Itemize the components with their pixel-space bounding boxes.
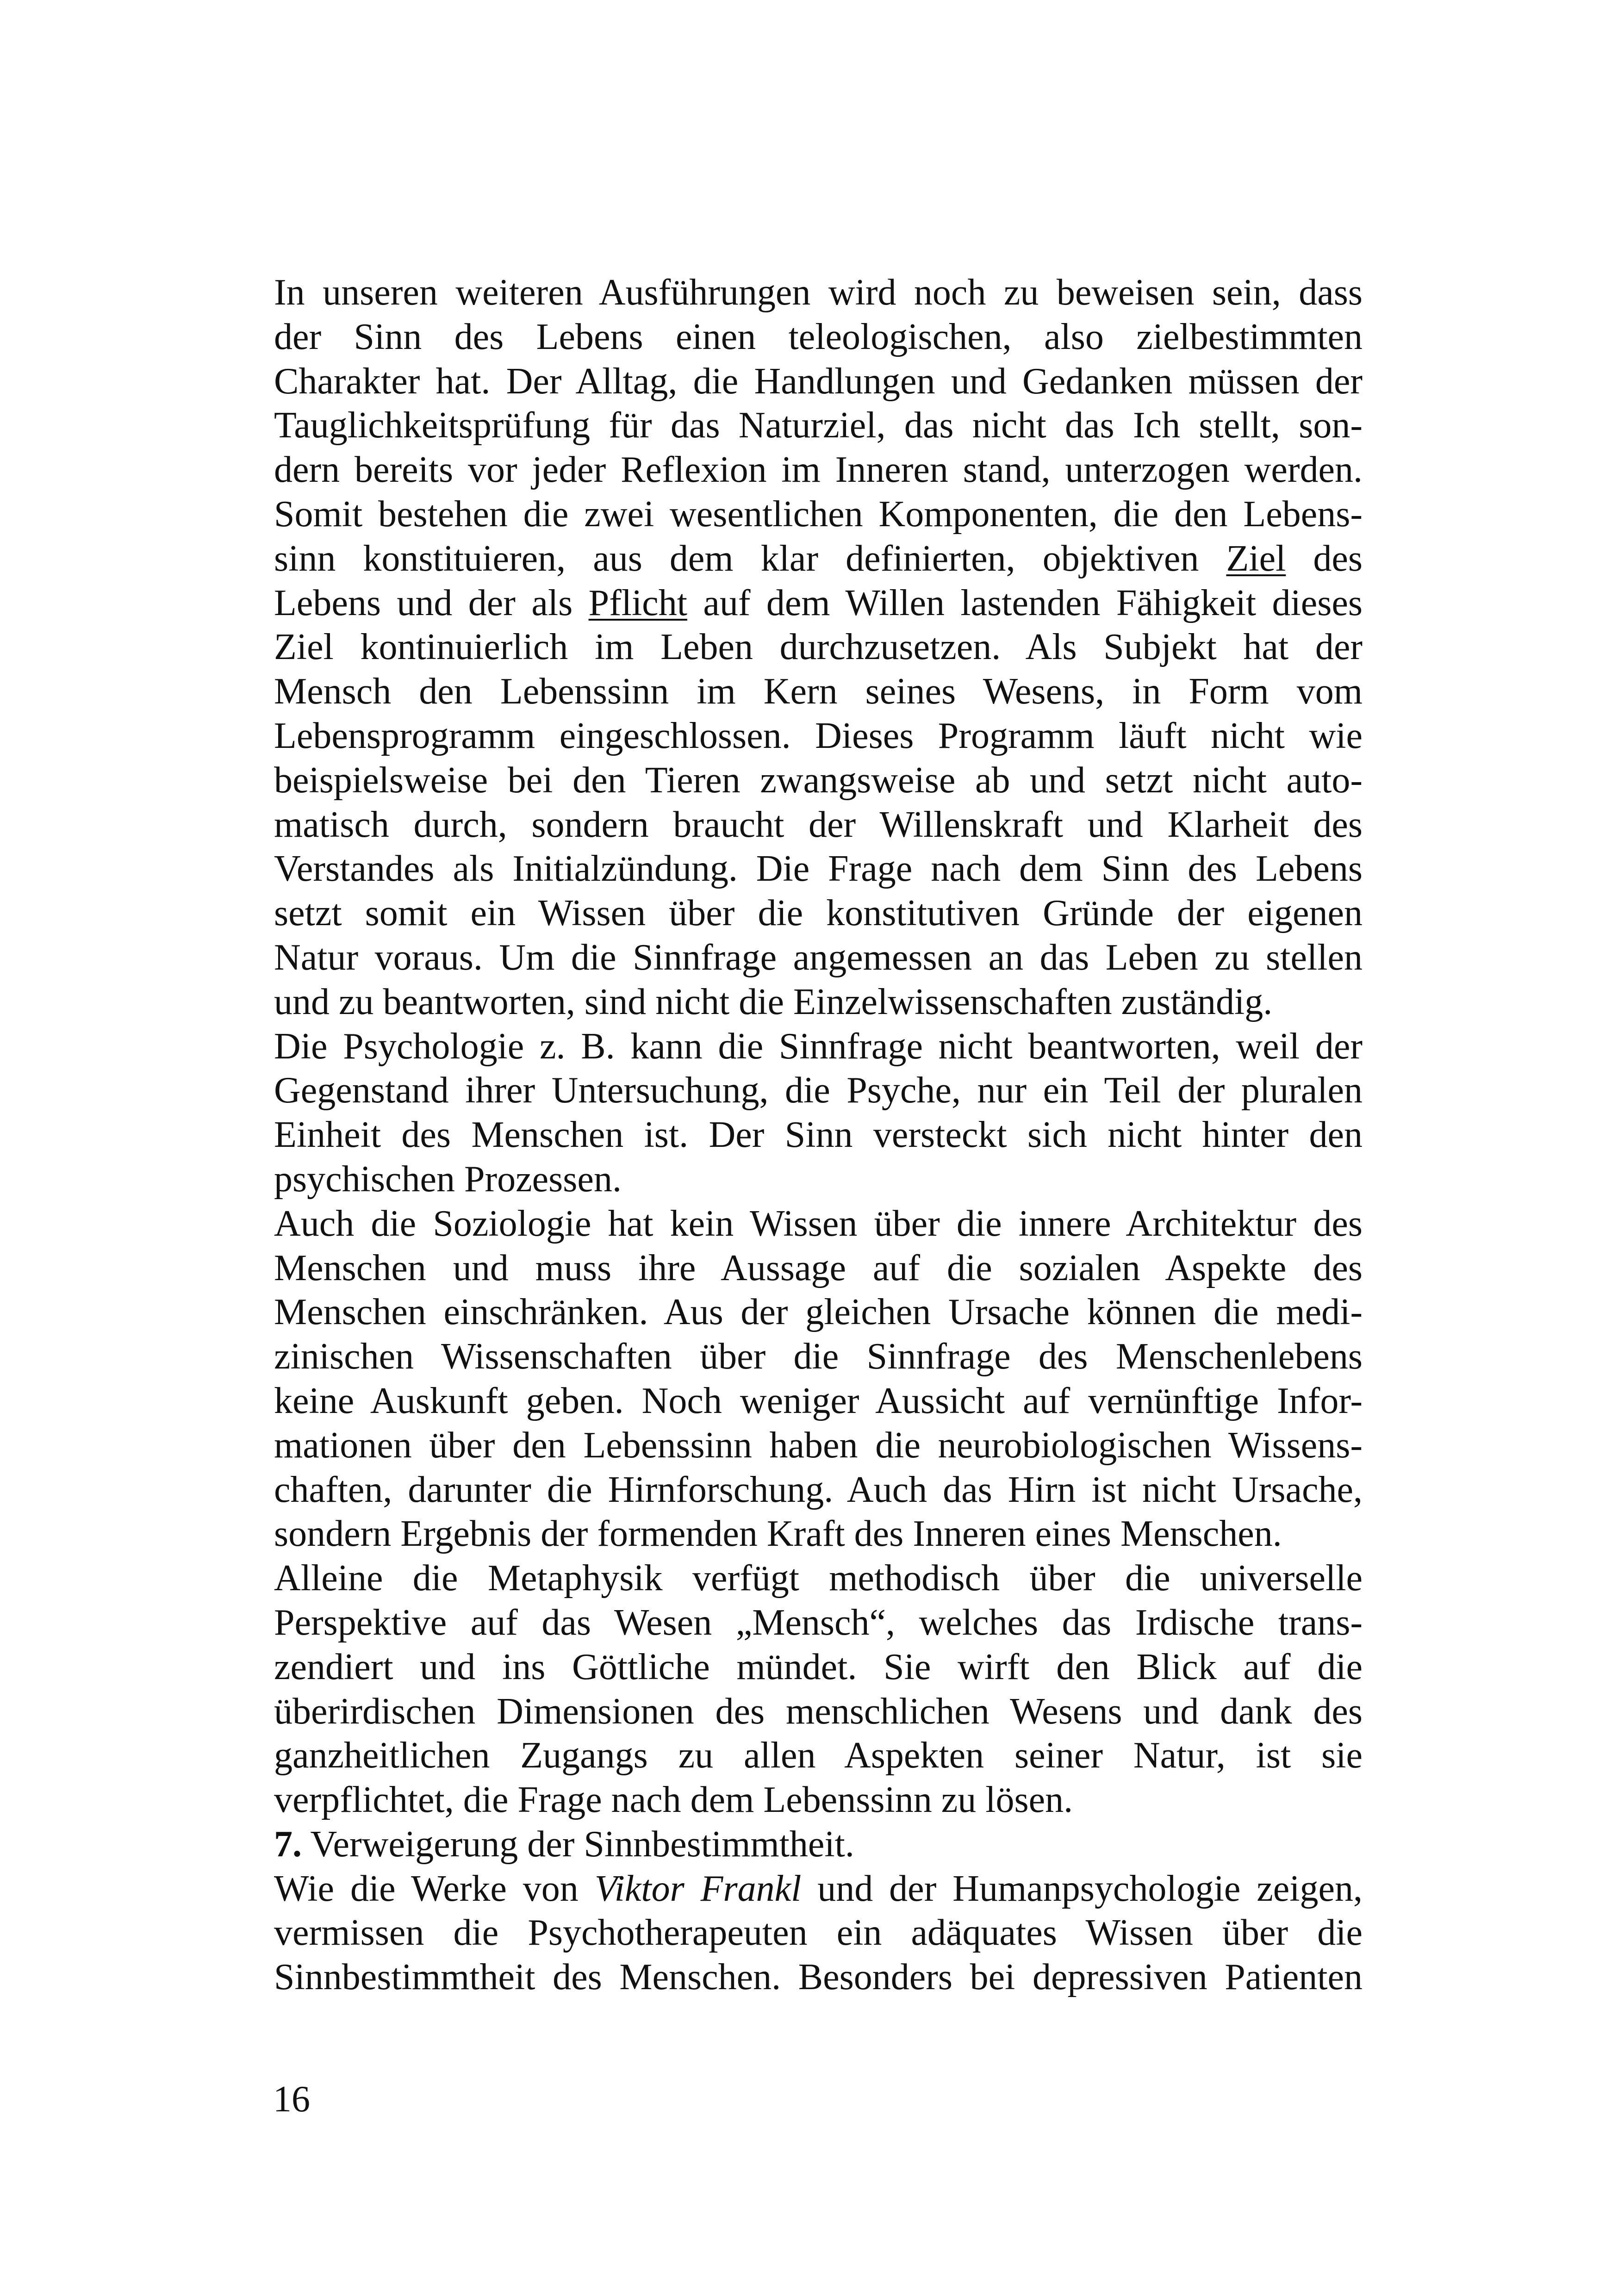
italic-name: Viktor Frankl xyxy=(594,1868,802,1909)
text-line: Sinnbestimmtheit des Menschen. Besonders bei depressiven Patienten xyxy=(274,1957,1363,1998)
text-line: Menschen und muss ihre Aussage auf die sozialen Aspekte des xyxy=(274,1247,1363,1288)
text-line: Auch die Soziologie hat kein Wissen über die innere Architektur des xyxy=(274,1203,1363,1244)
text-line: In unseren weiteren Ausführungen wird noch zu beweisen sein, dass xyxy=(274,272,1363,313)
text-line: zinischen Wissenschaften über die Sinnfrage des Menschenlebens xyxy=(274,1336,1363,1377)
text-line: Einheit des Menschen ist. Der Sinn versteckt sich nicht hinter den xyxy=(274,1114,1363,1156)
text-segment: Verweigerung der Sinnbestimmtheit. xyxy=(302,1823,854,1865)
text-line: Mensch den Lebenssinn im Kern seines Wesens, in Form vom xyxy=(274,671,1363,712)
text-segment: und der Humanpsychologie zeigen, xyxy=(801,1868,1363,1909)
text-line: psychischen Prozessen. xyxy=(274,1158,622,1200)
text-line: der Sinn des Lebens einen teleologischen, also zielbestimmten xyxy=(274,316,1363,357)
text-line: Alleine die Metaphysik verfügt methodisch über die universelle xyxy=(274,1558,1363,1599)
text-line: mationen über den Lebenssinn haben die neurobiologischen Wissens- xyxy=(274,1425,1363,1466)
text-line: zendiert und ins Göttliche mündet. Sie wirft den Blick auf die xyxy=(274,1646,1363,1687)
text-line: Menschen einschränken. Aus der gleichen Ursache können die medi- xyxy=(274,1292,1363,1333)
text-segment: Wie die Werke von xyxy=(274,1868,595,1909)
text-segment: auf dem Willen lastenden Fähigkeit dieses xyxy=(687,582,1363,623)
text-line: vermissen die Psychotherapeuten ein adäquates Wissen über die xyxy=(274,1912,1363,1954)
text-line: überirdischen Dimensionen des menschlichen Wesens und dank des xyxy=(274,1691,1363,1732)
body-text xyxy=(274,271,1363,2000)
text-line xyxy=(274,581,1363,626)
text-line: Lebensprogramm eingeschlossen. Dieses Programm läuft nicht wie xyxy=(274,715,1363,756)
page-number: 16 xyxy=(273,2079,310,2120)
text-line xyxy=(274,537,1363,581)
section-number: 7. xyxy=(274,1823,302,1865)
text-line: Tauglichkeitsprüfung für das Naturziel, das nicht das Ich stellt, son- xyxy=(274,405,1363,446)
text-line: verpflichtet, die Frage nach dem Lebenssinn zu lösen. xyxy=(274,1780,1073,1821)
text-line: Perspektive auf das Wesen „Mensch“, welches das Irdische trans- xyxy=(274,1602,1363,1643)
underlined-term: Ziel xyxy=(1226,538,1286,579)
text-line: Verstandes als Initialzündung. Die Frage nach dem Sinn des Lebens xyxy=(274,848,1363,890)
text-line xyxy=(274,1823,1363,1867)
text-line: matisch durch, sondern braucht der Willenskraft und Klarheit des xyxy=(274,804,1363,845)
text-line: sondern Ergebnis der formenden Kraft des Inneren eines Menschen. xyxy=(274,1513,1282,1555)
text-line: Gegenstand ihrer Untersuchung, die Psyche, nur ein Teil der pluralen xyxy=(274,1070,1363,1111)
underlined-term: Pflicht xyxy=(588,582,687,623)
text-line: setzt somit ein Wissen über die konstitutiven Gründe der eigenen xyxy=(274,893,1363,934)
text-line: ganzheitlichen Zugangs zu allen Aspekten seiner Natur, ist sie xyxy=(274,1735,1363,1776)
text-line: Charakter hat. Der Alltag, die Handlungen und Gedanken müssen der xyxy=(274,361,1363,402)
text-line: chaften, darunter die Hirnforschung. Auch das Hirn ist nicht Ursache, xyxy=(274,1469,1363,1510)
text-line: Die Psychologie z. B. kann die Sinnfrage nicht beantworten, weil der xyxy=(274,1026,1363,1067)
text-line: Natur voraus. Um die Sinnfrage angemessen an das Leben zu stellen xyxy=(274,937,1363,978)
text-line: und zu beantworten, sind nicht die Einzelwissenschaften zuständig. xyxy=(274,981,1273,1022)
text-segment: des xyxy=(1286,538,1363,579)
text-line: Somit bestehen die zwei wesentlichen Komponenten, die den Lebens- xyxy=(274,493,1363,535)
text-line: dern bereits vor jeder Reflexion im Inneren stand, unterzogen werden. xyxy=(274,449,1363,491)
text-line xyxy=(274,1867,1363,1911)
text-segment: Lebens und der als xyxy=(274,582,589,623)
text-line: beispielsweise bei den Tieren zwangsweise ab und setzt nicht auto- xyxy=(274,759,1363,801)
text-line: Ziel kontinuierlich im Leben durchzusetzen. Als Subjekt hat der xyxy=(274,627,1363,668)
text-line: keine Auskunft geben. Noch weniger Aussicht auf vernünftige Infor- xyxy=(274,1380,1363,1421)
text-segment: sinn konstituieren, aus dem klar definierten, objektiven xyxy=(274,538,1226,579)
